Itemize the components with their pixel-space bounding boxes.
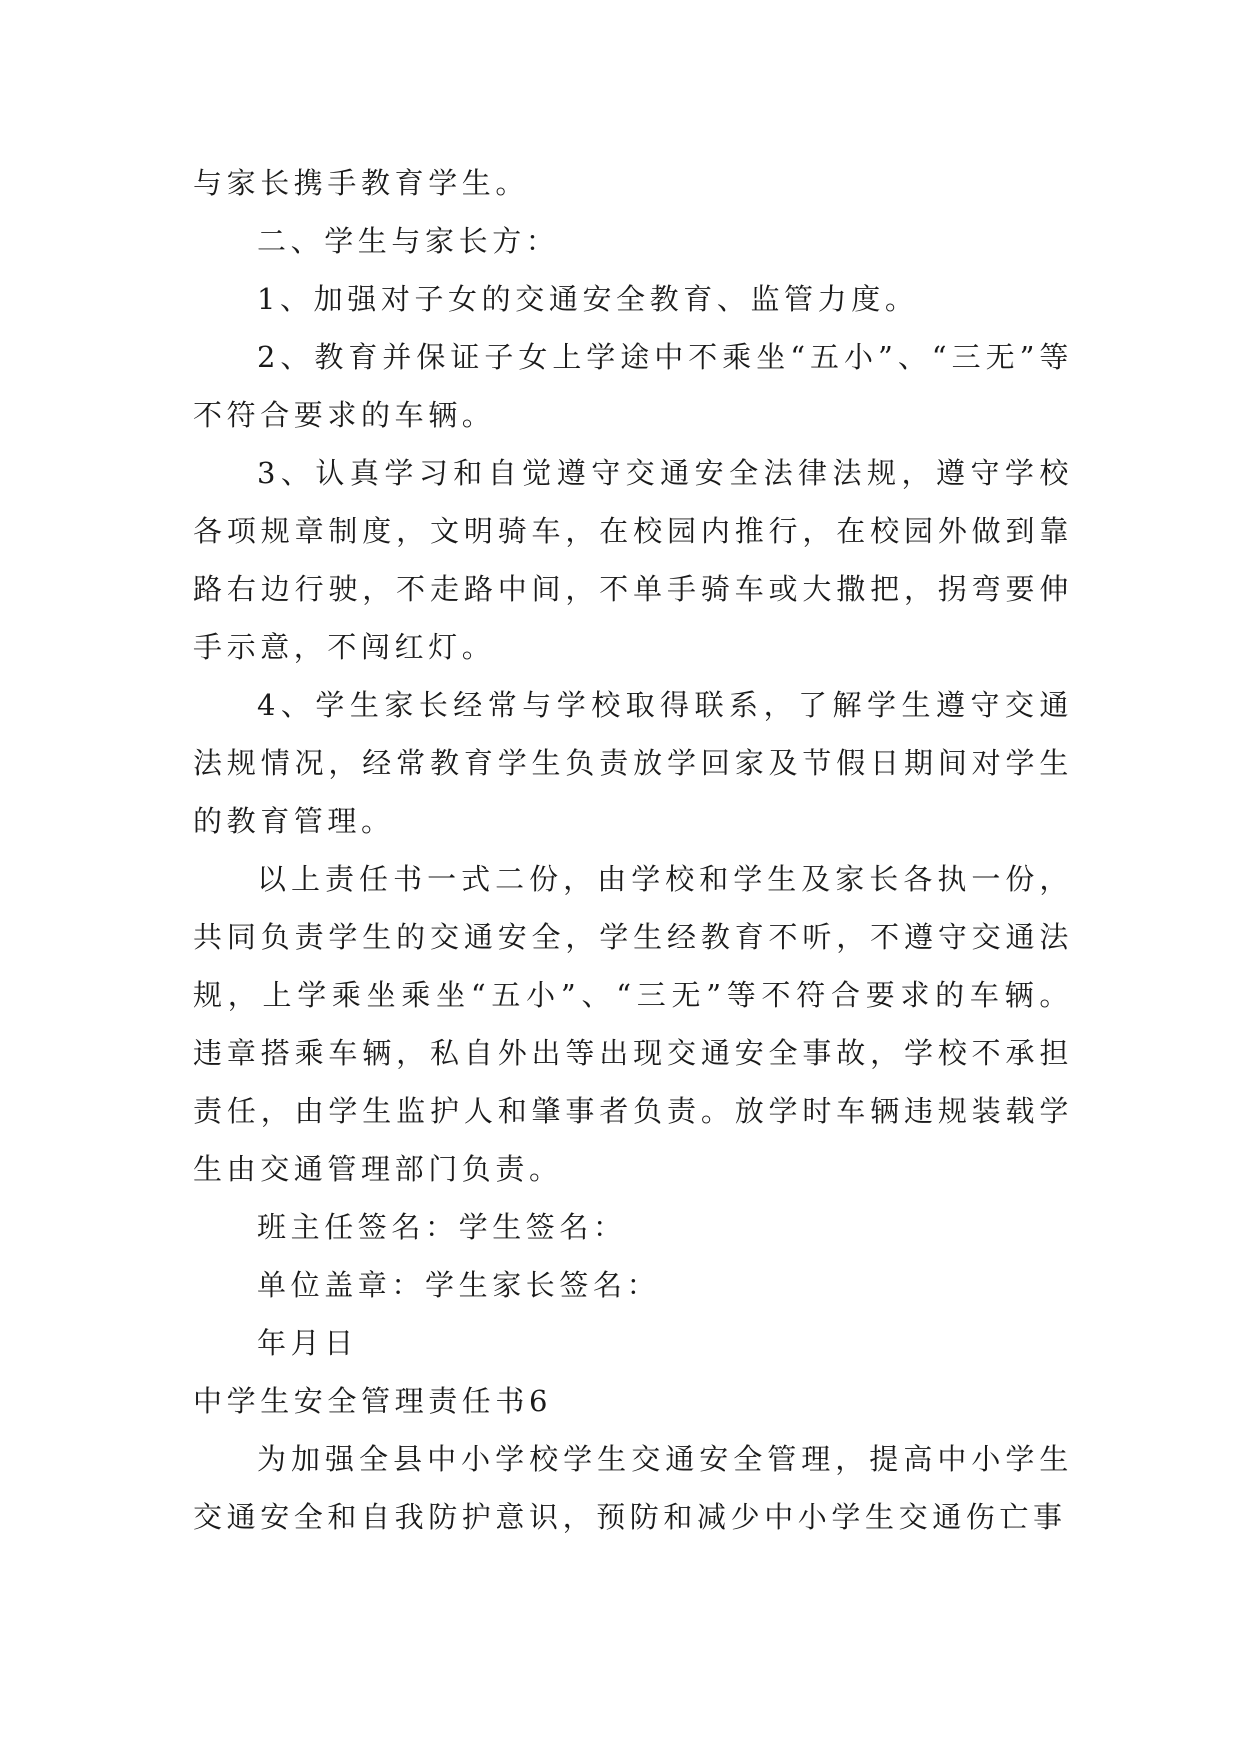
signature-line-seal-parent: 单位盖章：学生家长签名： <box>257 1268 661 1302</box>
signature-line-teacher-student: 班主任签名：学生签名： <box>257 1210 627 1244</box>
closing-statement: 以上责任书一式二份，由学校和学生及家长各执一份，共同负责学生的交通安全，学生经教育不听，不遵守交通法规，上学乘坐乘坐“五小”、“三无”等不符合要求的车辆。违章搭乘车辆，私自外出等出现交通安全事故，学校不承担责任，由学生监护人和肇事者负责。放学时车辆违规装载学生由交通管理部门负责。 <box>193 862 1073 1186</box>
date-line: 年月日 <box>257 1326 358 1360</box>
clause-1: 1、加强对子女的交通安全教育、监管力度。 <box>257 282 919 316</box>
clause-3: 3、认真学习和自觉遵守交通安全法律法规，遵守学校各项规章制度，文明骑车，在校园内推行，在校园外做到靠路右边行驶，不走路中间，不单手骑车或大撒把，拐弯要伸手示意，不闯红灯。 <box>193 456 1073 664</box>
section-heading-student-parent: 二、学生与家长方： <box>257 224 560 258</box>
document-body <box>193 154 1073 1546</box>
document-title-6: 中学生安全管理责任书6 <box>193 1384 553 1418</box>
clause-2: 2、教育并保证子女上学途中不乘坐“五小”、“三无”等不符合要求的车辆。 <box>193 340 1073 432</box>
intro-paragraph: 为加强全县中小学校学生交通安全管理，提高中小学生交通安全和自我防护意识，预防和减少中小学生交通伤亡事 <box>193 1442 1073 1534</box>
paragraph-continuation: 与家长携手教育学生。 <box>193 166 530 200</box>
clause-4: 4、学生家长经常与学校取得联系，了解学生遵守交通法规情况，经常教育学生负责放学回家及节假日期间对学生的教育管理。 <box>193 688 1073 838</box>
